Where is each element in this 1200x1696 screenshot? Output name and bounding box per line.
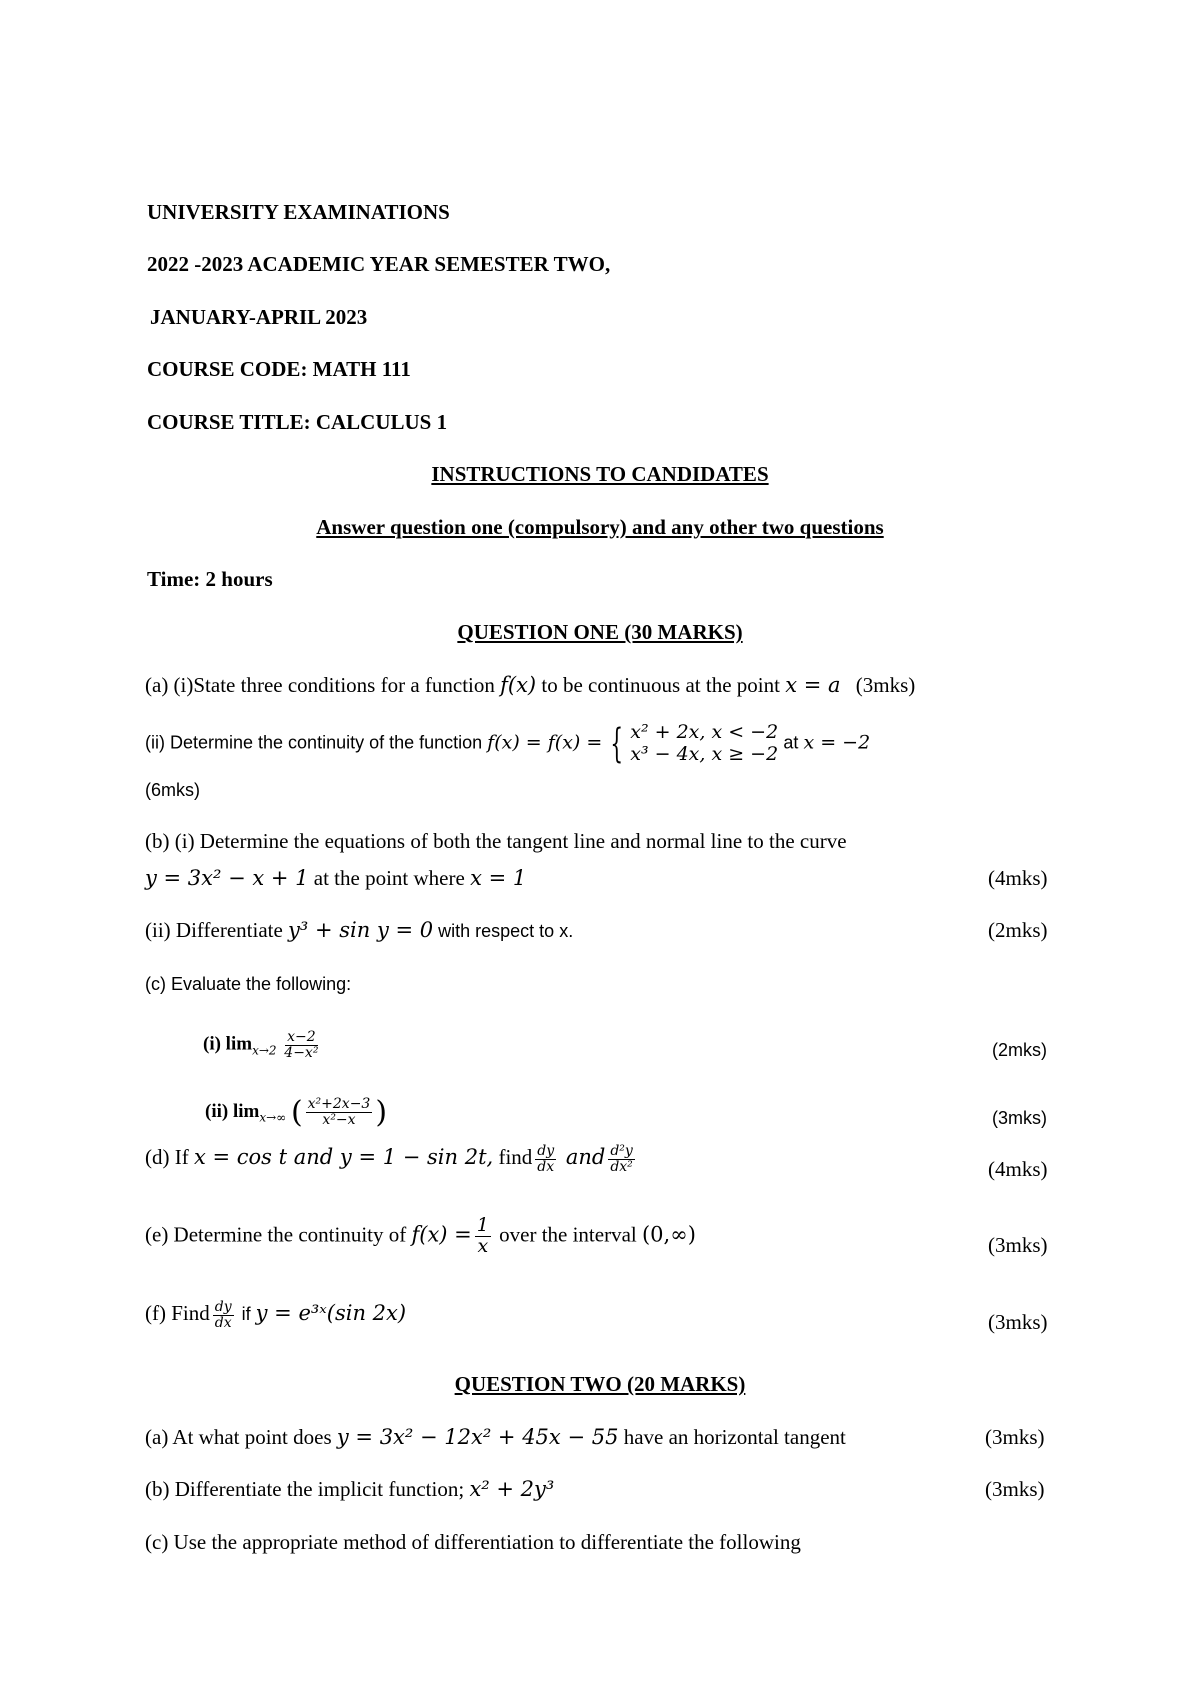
q1-e-text2: over the interval — [493, 1222, 642, 1247]
q1-c-i-fraction — [284, 1030, 318, 1060]
q1-c-ii-den: x²−x — [322, 1112, 356, 1128]
q1-c-i — [203, 1030, 1200, 1060]
exam-time: Time: 2 hours — [147, 567, 273, 591]
paren-right: ) — [375, 1095, 388, 1130]
q1-c-i-sub: x→2 — [252, 1043, 277, 1058]
q1-c-ii-num: x²+2x−3 — [307, 1096, 371, 1113]
q1-a-i — [145, 673, 1200, 698]
q1-a-i-point: x = a — [785, 673, 841, 697]
piecewise-brace: { — [609, 720, 623, 767]
q1-a-i-marks: (3mks) — [855, 673, 916, 697]
q1-e-fraction — [475, 1216, 491, 1257]
q1-f-den: dx — [214, 1314, 232, 1331]
question-one-title: QUESTION ONE (30 MARKS) — [457, 620, 743, 644]
q1-e-fx: f(x) = — [411, 1222, 472, 1247]
q2-b-eq: x² + 2y³ — [469, 1477, 555, 1501]
q1-f-fraction — [213, 1300, 234, 1330]
q2-a-marks: (3mks) — [985, 1425, 1045, 1449]
q1-f-marks: (3mks) — [988, 1310, 1048, 1334]
q1-b-ii-eq: y³ + sin y = 0 — [288, 918, 434, 942]
q1-b-i-text: (b) (i) Determine the equations of both the tangent line and normal line to the curve — [145, 829, 847, 853]
q1-c-ii-lim: (ii) lim — [205, 1100, 260, 1122]
q2-a-text2: have an horizontal tangent — [618, 1425, 846, 1449]
exam-period: JANUARY-APRIL 2023 — [150, 305, 368, 329]
q1-b-ii-text2: with respect to x. — [433, 921, 574, 941]
paren-left: ( — [290, 1095, 303, 1130]
q1-a-i-text2: to be continuous at the point — [536, 673, 786, 697]
q1-e-num: 1 — [476, 1214, 489, 1236]
q1-c-i-den: 4−x² — [284, 1044, 319, 1061]
q1-f-eq: y = e³ˣ(sin 2x) — [255, 1301, 407, 1325]
q1-d-num2: d²y — [610, 1143, 633, 1159]
q1-e-den: x — [477, 1234, 489, 1257]
q1-e-text: (e) Determine the continuity of — [145, 1222, 412, 1247]
q1-d-eq: x = cos t and y = 1 − sin 2t, — [193, 1145, 494, 1169]
q1-a-i-text: (a) (i)State three conditions for a function — [145, 673, 501, 697]
instructions-title: INSTRUCTIONS TO CANDIDATES — [431, 462, 769, 486]
q2-b-marks: (3mks) — [985, 1477, 1045, 1501]
q2-c-text: (c) Use the appropriate method of differentiation to differentiate the following — [145, 1530, 801, 1554]
course-title: COURSE TITLE: CALCULUS 1 — [147, 410, 448, 434]
q2-b-text: (b) Differentiate the implicit function; — [145, 1477, 470, 1501]
piecewise-case-1: x² + 2x, x < −2 — [630, 721, 779, 743]
q1-c-ii-fraction — [306, 1097, 373, 1127]
q2-a-eq: y = 3x² − 12x² + 45x − 55 — [336, 1425, 619, 1449]
instructions-text: Answer question one (compulsory) and any other two questions — [316, 515, 884, 539]
q1-b-ii-marks: (2mks) — [988, 918, 1048, 942]
q1-b-i-text2: at the point where — [308, 866, 471, 890]
q1-a-ii — [145, 722, 1200, 766]
q1-b-i-marks: (4mks) — [988, 866, 1048, 890]
q1-c-ii-marks: (3mks) — [992, 1108, 1047, 1128]
q1-c-ii — [205, 1095, 1200, 1130]
q1-d-text: (d) If — [145, 1145, 194, 1169]
q1-e-interval: (0,∞) — [641, 1222, 696, 1247]
q1-a-i-fx: f(x) — [500, 673, 537, 697]
q1-b-ii-text: (ii) Differentiate — [145, 918, 289, 942]
q1-d-den2: dx² — [610, 1158, 633, 1175]
academic-year: 2022 -2023 ACADEMIC YEAR SEMESTER TWO, — [147, 252, 611, 276]
q1-b-i-curve: y = 3x² − x + 1 — [145, 866, 309, 890]
q1-a-ii-text: (ii) Determine the continuity of the function — [145, 732, 488, 753]
q1-f-if: if — [236, 1304, 256, 1324]
q1-c-text: (c) Evaluate the following: — [145, 974, 352, 994]
q1-a-ii-fn: f(x) = f(x) = — [487, 731, 603, 754]
q1-c-ii-sub: x→∞ — [259, 1110, 287, 1125]
q1-c-i-num: x−2 — [287, 1029, 316, 1045]
q2-a-text: (a) At what point does — [145, 1425, 337, 1449]
q1-d-and: and — [559, 1145, 606, 1169]
q1-a-ii-at: at — [783, 732, 804, 753]
q1-c-i-lim: (i) lim — [203, 1033, 253, 1055]
q1-d-marks: (4mks) — [988, 1157, 1048, 1181]
q1-d-num1: dy — [537, 1143, 555, 1159]
q1-d-frac2 — [608, 1144, 634, 1174]
q1-a-ii-point: x = −2 — [803, 731, 871, 754]
course-code: COURSE CODE: MATH 111 — [147, 357, 411, 381]
q1-a-ii-marks: (6mks) — [145, 780, 200, 800]
q1-d-find: find — [493, 1145, 533, 1169]
q1-f-text: (f) Find — [145, 1301, 210, 1325]
q1-d-den1: dx — [537, 1158, 555, 1175]
q1-e-marks: (3mks) — [988, 1233, 1048, 1257]
piecewise-case-2: x³ − 4x, x ≥ −2 — [630, 742, 779, 765]
q1-b-i-point: x = 1 — [470, 866, 527, 890]
q1-f-num: dy — [214, 1299, 232, 1315]
exam-header: UNIVERSITY EXAMINATIONS — [147, 200, 450, 224]
q1-d-frac1 — [535, 1144, 556, 1174]
q1-c-i-marks: (2mks) — [992, 1040, 1047, 1060]
piecewise-cases — [630, 722, 778, 766]
question-two-title: QUESTION TWO (20 MARKS) — [454, 1372, 746, 1396]
